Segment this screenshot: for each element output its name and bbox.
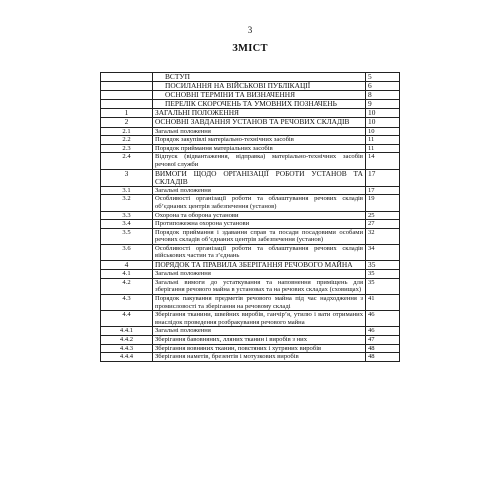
toc-row xyxy=(101,344,400,353)
toc-section-number: 4.4.2 xyxy=(101,335,153,344)
toc-section-number: 4.4.4 xyxy=(101,353,153,362)
toc-row xyxy=(101,100,400,109)
toc-page-number: 5 xyxy=(366,73,400,82)
toc-section-number: 4.2 xyxy=(101,278,153,294)
toc-section-title: Порядок закупівлі матеріально-технічних засобів xyxy=(153,136,366,145)
toc-row xyxy=(101,220,400,229)
toc-section-number: 4.3 xyxy=(101,294,153,310)
toc-section-title: Зберігання тканини, швейних виробів, ганчір’я, утилю і вати отриманих внаслідок проведення розбракування речового майна xyxy=(153,311,366,327)
toc-page-number: 32 xyxy=(366,228,400,244)
toc-section-number: 3.3 xyxy=(101,211,153,220)
toc-section-title: ОСНОВНІ ЗАВДАННЯ УСТАНОВ ТА РЕЧОВИХ СКЛАДІВ xyxy=(153,118,366,127)
toc-section-title: Загальні положення xyxy=(153,127,366,136)
toc-page-number: 46 xyxy=(366,311,400,327)
toc-section-title: Загальні вимоги до устаткування та наповнення приміщень для зберігання речового майна в установах та на речових складах (сховищах) xyxy=(153,278,366,294)
page-number: 3 xyxy=(247,25,253,35)
toc-page-number: 10 xyxy=(366,109,400,118)
toc-section-number: 2.2 xyxy=(101,136,153,145)
toc-section-number: 4.1 xyxy=(101,270,153,279)
toc-page-number: 14 xyxy=(366,153,400,169)
toc-section-title: Зберігання вовняних тканин, повстяних і хутряних виробів xyxy=(153,344,366,353)
toc-section-title: ВИМОГИ ЩОДО ОРГАНІЗАЦІЇ РОБОТИ УСТАНОВ ТА СКЛАДІВ xyxy=(153,169,366,186)
toc-section-number: 2 xyxy=(101,118,153,127)
toc-section-number: 2.4 xyxy=(101,153,153,169)
toc-section-number xyxy=(101,73,153,82)
toc-row xyxy=(101,228,400,244)
toc-page-number: 48 xyxy=(366,353,400,362)
toc-row xyxy=(101,353,400,362)
toc-row xyxy=(101,278,400,294)
toc-section-title: Зберігання бавовняних, лляних тканин і виробів з них xyxy=(153,335,366,344)
toc-section-title: ЗАГАЛЬНІ ПОЛОЖЕННЯ xyxy=(153,109,366,118)
toc-section-number: 1 xyxy=(101,109,153,118)
toc-page-number: 35 xyxy=(366,270,400,279)
document-title: ЗМІСТ xyxy=(232,43,268,54)
toc-page-number: 48 xyxy=(366,344,400,353)
toc-page-number: 41 xyxy=(366,294,400,310)
toc-section-number: 3.4 xyxy=(101,220,153,229)
toc-page-number: 6 xyxy=(366,82,400,91)
toc-section-number: 4 xyxy=(101,261,153,270)
toc-page-number: 27 xyxy=(366,220,400,229)
toc-section-number xyxy=(101,91,153,100)
toc-section-number xyxy=(101,82,153,91)
toc-row xyxy=(101,270,400,279)
toc-page-number: 11 xyxy=(366,136,400,145)
toc-page-number: 17 xyxy=(366,169,400,186)
toc-page-number: 35 xyxy=(366,278,400,294)
toc-section-number: 2.3 xyxy=(101,144,153,153)
toc-page-number: 34 xyxy=(366,244,400,260)
toc-section-title: Загальні положення xyxy=(153,270,366,279)
toc-page-number: 8 xyxy=(366,91,400,100)
toc-page-number: 25 xyxy=(366,211,400,220)
toc-section-title: ОСНОВНІ ТЕРМІНИ ТА ВИЗНАЧЕННЯ xyxy=(153,91,366,100)
toc-section-number: 4.4.1 xyxy=(101,327,153,336)
toc-section-title: ВСТУП xyxy=(153,73,366,82)
toc-page-number: 17 xyxy=(366,186,400,195)
toc-section-title: ПОРЯДОК ТА ПРАВИЛА ЗБЕРІГАННЯ РЕЧОВОГО МАЙНА xyxy=(153,261,366,270)
toc-section-title: Порядок пакування предметів речового майна під час надходження з промисловості та зберігання на речовому складі xyxy=(153,294,366,310)
toc-page-number: 35 xyxy=(366,261,400,270)
toc-section-title: Загальні положення xyxy=(153,186,366,195)
toc-section-number: 3.1 xyxy=(101,186,153,195)
toc-section-title: ПОСИЛАННЯ НА ВІЙСЬКОВІ ПУБЛІКАЦІЇ xyxy=(153,82,366,91)
toc-row xyxy=(101,144,400,153)
toc-page-number: 10 xyxy=(366,127,400,136)
toc-row xyxy=(101,136,400,145)
toc-row xyxy=(101,311,400,327)
toc-section-number: 3.5 xyxy=(101,228,153,244)
toc-page-number: 9 xyxy=(366,100,400,109)
toc-row xyxy=(101,211,400,220)
toc-section-number: 3.2 xyxy=(101,195,153,211)
toc-row xyxy=(101,261,400,270)
toc-page-number: 10 xyxy=(366,118,400,127)
toc-row xyxy=(101,327,400,336)
toc-row xyxy=(101,153,400,169)
toc-section-title: Охорона та оборона установи xyxy=(153,211,366,220)
toc-page-number: 47 xyxy=(366,335,400,344)
toc-row xyxy=(101,169,400,186)
toc-section-title: ПЕРЕЛІК СКОРОЧЕНЬ ТА УМОВНИХ ПОЗНАЧЕНЬ xyxy=(153,100,366,109)
toc-section-title: Особливості організації роботи та облаштування речових складів об’єднаних центрів забезпечення (установ) xyxy=(153,195,366,211)
toc-section-title: Протипожежна охорона установи xyxy=(153,220,366,229)
toc-row xyxy=(101,118,400,127)
toc-row xyxy=(101,186,400,195)
toc-row xyxy=(101,335,400,344)
toc-row xyxy=(101,294,400,310)
toc-page-number: 19 xyxy=(366,195,400,211)
toc-section-number: 3 xyxy=(101,169,153,186)
toc-section-title: Загальні положення xyxy=(153,327,366,336)
toc-page-number: 46 xyxy=(366,327,400,336)
toc-section-number: 4.4 xyxy=(101,311,153,327)
toc-section-title: Особливості організації роботи та облаштування речових складів військових частин та з’єднань xyxy=(153,244,366,260)
toc-section-title: Відпуск (відвантаження, відправка) матеріально-технічних засобів речової служби xyxy=(153,153,366,169)
toc-row xyxy=(101,127,400,136)
toc-page-number: 11 xyxy=(366,144,400,153)
toc-section-number: 2.1 xyxy=(101,127,153,136)
toc-section-title: Порядок приймання і здавання справ та посади посадовими особами речових складів об’єднаних центрів забезпечення (установ) xyxy=(153,228,366,244)
toc-section-number: 4.4.3 xyxy=(101,344,153,353)
toc-row xyxy=(101,195,400,211)
table-of-contents xyxy=(100,72,400,362)
toc-section-title: Порядок приймання матеріальних засобів xyxy=(153,144,366,153)
toc-section-number: 3.6 xyxy=(101,244,153,260)
toc-body xyxy=(101,73,400,362)
toc-row xyxy=(101,244,400,260)
toc-section-title: Зберігання наметів, брезентів і мотузкових виробів xyxy=(153,353,366,362)
